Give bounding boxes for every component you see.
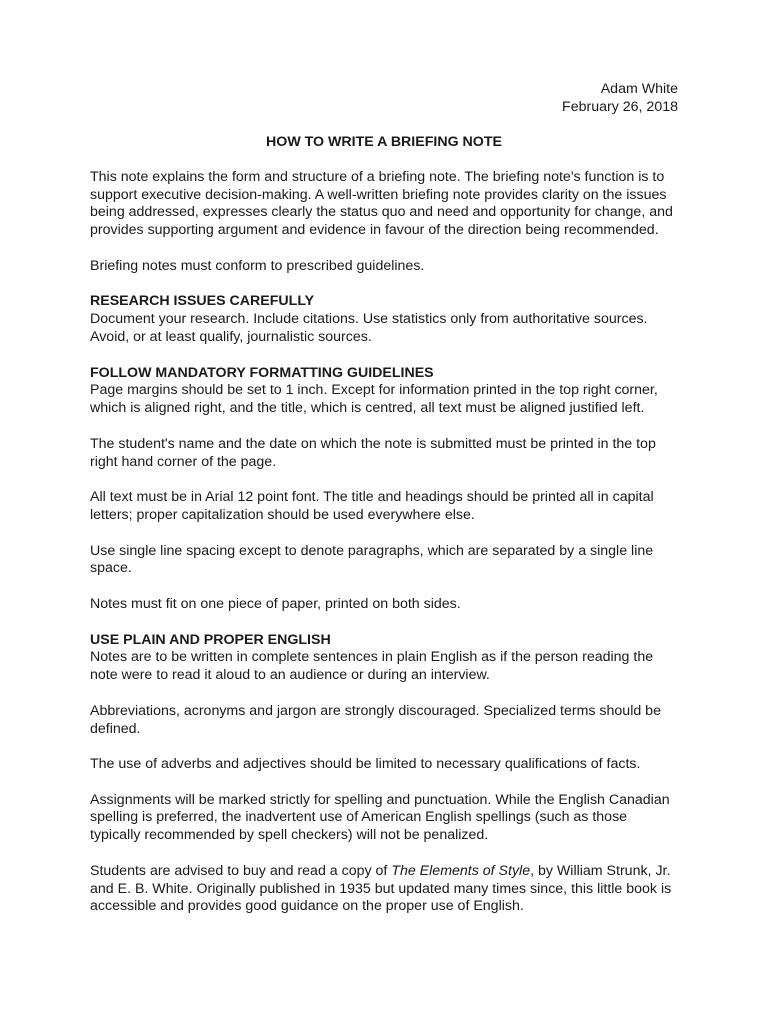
section-paragraph: The use of adverbs and adjectives should be limited to necessary qualifications of facts.	[90, 756, 641, 773]
document-title: HOW TO WRITE A BRIEFING NOTE	[266, 134, 502, 150]
section-paragraph: Notes are to be written in complete sentences in plain English as if the person reading the note were to read it aloud to an audience or during an interview.	[90, 649, 654, 684]
section-english	[90, 632, 678, 917]
author-name: Adam White	[600, 81, 678, 97]
section-paragraph: The student's name and the date on which the note is submitted must be printed in the top right hand corner of the page.	[90, 435, 656, 470]
text-run: Students are advised to buy and read a copy of	[90, 862, 392, 879]
section-paragraph: Notes must fit on one piece of paper, printed on both sides.	[90, 595, 461, 612]
section-paragraph: All text must be in Arial 12 point font. The title and headings should be printed all in capital letters; proper capitalization should be used everywhere else.	[90, 489, 654, 523]
section-research	[90, 293, 678, 346]
submission-date: February 26, 2018	[562, 99, 678, 115]
intro-paragraph: Briefing notes must conform to prescribed guidelines.	[90, 257, 425, 274]
text-run: , by William Strunk, Jr. and E. B. White. Originally published in 1935 but updated many times since, this little book is accessible and provides good guidance on the proper use of English.	[90, 862, 672, 915]
section-paragraph: Assignments will be marked strictly for spelling and punctuation. While the English Canadian spelling is preferred, the inadvertent use of American English spellings (such as those typically recommended by spell checkers) will not be penalized.	[90, 791, 670, 844]
section-paragraph: Abbreviations, acronyms and jargon are strongly discouraged. Specialized terms should be defined.	[90, 702, 661, 737]
section-paragraph: Page margins should be set to 1 inch. Except for information printed in the top right corner, which is aligned right, and the title, which is centred, all text must be aligned justified left.	[90, 382, 658, 417]
section-paragraph	[90, 863, 678, 916]
section-paragraph: Use single line spacing except to denote paragraphs, which are separated by a single line space.	[90, 542, 654, 577]
section-heading: RESEARCH ISSUES CAREFULLY	[90, 293, 315, 310]
section-paragraph: Document your research. Include citations. Use statistics only from authoritative sources. Avoid, or at least qualify, journalistic sources.	[90, 311, 648, 345]
document-page	[90, 80, 678, 916]
author-date-block	[90, 80, 678, 116]
section-heading: USE PLAIN AND PROPER ENGLISH	[90, 631, 331, 648]
section-heading: FOLLOW MANDATORY FORMATTING GUIDELINES	[90, 364, 434, 381]
book-title: The Elements of Style	[391, 862, 531, 879]
intro-paragraph: This note explains the form and structure of a briefing note. The briefing note's function is to support executive decision-making. A well-written briefing note provides clarity on the issues being addressed, expresses clearly the status quo and need and opportunity for change, and provides supporting argument and evidence in favour of the direction being recommended.	[90, 168, 673, 239]
section-formatting	[90, 365, 678, 614]
